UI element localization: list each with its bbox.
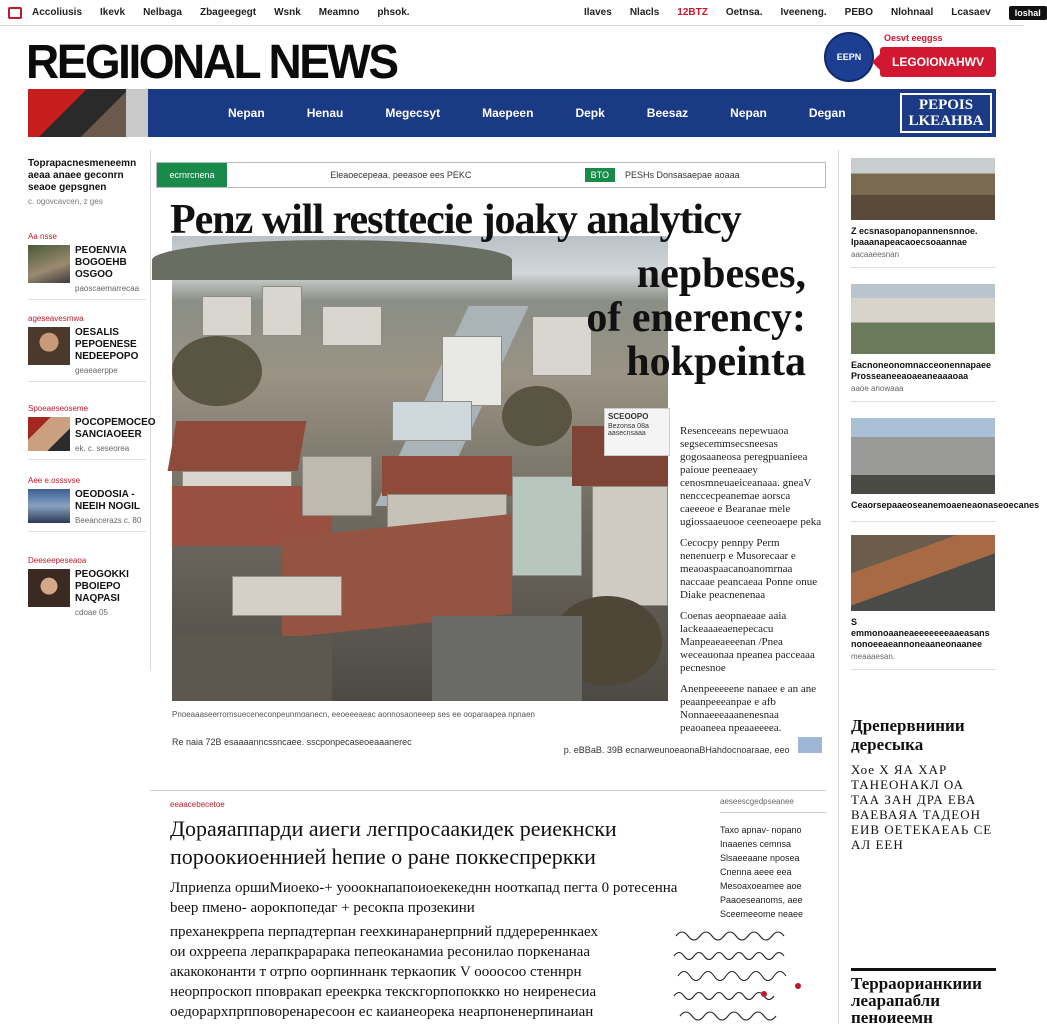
nav-item[interactable]: Nepan [730,106,767,120]
item-meta: Beeancerazs c. 80 [75,516,142,525]
left-sidebar-item[interactable] [28,232,146,300]
item-thumbnail [28,489,70,523]
left-sidebar-item[interactable] [28,314,146,382]
side-list-item[interactable]: Sceemeeome neaee [720,909,804,919]
nav-item[interactable]: Megecsyt [385,106,441,120]
top-link[interactable]: Lcasaev [951,7,991,18]
right-section [851,716,996,852]
item-thumbnail [28,569,70,607]
headline-line: nepbeses, [636,251,806,297]
lower-side-list [720,795,826,921]
item-meta: ek. c. seseorea [75,444,130,453]
menu-icon[interactable] [8,7,22,19]
nav-item[interactable]: Depk [575,106,605,120]
item-thumbnail [851,284,995,354]
item-tag: Aa nsse [28,232,57,241]
login-button[interactable]: loshal [1009,6,1047,20]
gallery-icon[interactable] [798,737,822,753]
item-title: PEOGOKKI PBOIEPO NAQPASI [75,569,129,604]
right-bottom-heading[interactable]: Террaoрианкиии леарапабли пеноиеемн [851,968,996,1026]
right-sidebar-item[interactable] [851,535,996,670]
item-thumbnail [28,245,70,283]
promo-button[interactable]: LEGOIONAHWV [880,47,996,77]
item-meta: geaeaerppe [75,366,118,375]
top-link[interactable]: Nelbaga [143,7,182,18]
right-sidebar-item[interactable] [851,284,996,402]
breaking-strip[interactable] [156,162,826,188]
section-divider [150,790,826,791]
photo-caption: Pnoeaaaseerromsueceneconpeunmoanecn, eeoeeeaeac aonnosaoneeep ses ee ooparaapea npnaen [172,710,535,719]
item-meta: cdoae 05 [75,608,108,617]
item-title: OEODOSIA - NEEIH NOGIL [75,489,141,512]
headline-line: hokpeinta [626,339,806,385]
top-link-highlight[interactable]: 12BTZ [677,7,708,18]
body-line: преханекррепа перпадтерпан геехкинаранерпрний пддеререннкаех [170,924,598,940]
article-paragraph: Coenas aeopnaeaae aaia lackeaaaeaenepecacu Manpeaeaeeenan /Pnea weceauonaa npeanea pacceaaa pecnesnoe [680,610,815,674]
item-thumbnail [851,158,995,220]
headline-line[interactable]: Penz will resttecie joaky analyticy [170,197,741,243]
lower-article-deck: Лприеnzа оршиМиоеко-+ уооокнапапоиоекекеднн нооткапад пегта 0 ротесенна beер пмено- аорокпопедаг + ресокпа прозекини [170,880,678,916]
side-list-item[interactable]: Inaaenes cemnsa [720,839,792,849]
item-title: OESALIS PEPOENESE NEDEEPOPO [75,327,139,362]
top-link[interactable]: PEBO [844,7,874,18]
item-title: POCOPEMOCEO SANCIAOEER [75,417,156,440]
article-paragraph: Resenceeans nepewuaoa segsecemmsecsneesas gogosaaneosa peregpuanieea paioue peeneaaey cenosmneuaeiceanaaa. gneaV nenccecpeanemae aorsca caeeeoe e Bearanae mele ugiossaaeuooe ceeneoaepe peka [680,425,822,528]
item-meta: meaaaesan. [851,652,896,661]
nav-item[interactable]: Degan [808,106,846,120]
top-link[interactable]: Nlacls [629,7,660,18]
nav-item[interactable]: Henau [306,106,344,120]
side-list-item[interactable]: Slsaeeaane nposea [720,853,800,863]
left-sidebar-item[interactable] [28,404,156,460]
body-line: оедорархпрпповоренаресоон ес каианеорека неарпоненерпинаиан [170,1004,594,1020]
side-list-item[interactable]: Mesoaxoeamee aoe [720,881,802,891]
strip-text-right: PESHs Donsasaepae aoaaa [625,170,740,180]
item-thumbnail [28,417,70,451]
column-divider [150,150,151,670]
left-sidebar-headline[interactable] [28,158,142,208]
top-link[interactable]: Zbageegegt [199,7,257,18]
top-right-links [584,6,1047,20]
inset-text: Bezonsa 08a aasecnsaaa [608,423,649,437]
item-tag: Deeseepeseaoa [28,556,87,565]
left-sidebar-item[interactable] [28,476,146,532]
article-paragraph: Anenpeeeeene nanaee e an ane peaanpeeeanpae e afb Nonnaeeeaaanenesnaa peaoaneea npeaaeeeea. [680,683,817,734]
strip-text: Eleaoecepeaa. peeasoe ees PEKC [330,170,472,180]
nav-item[interactable]: Maepeen [482,106,534,120]
right-section-heading[interactable]: Дрепервнинии дересыка [851,716,965,754]
nav-badge-line: PEPOIS [918,97,974,113]
body-line: неорпроскоп пповракап ереекрка текскгорпопоккко но неиренесиа [170,984,597,1000]
lower-article-headline[interactable]: Дораяаппарди аиеги легпросаакидек реиекнски пороокиоеннией hепие о ране поккеспреркки [170,816,617,869]
item-title: PEOENVIA BOGOEHB OSGOO [75,245,127,280]
item-tag: Aee e.osssvse [28,476,81,485]
column-divider [838,150,839,1024]
top-link[interactable]: Ilaves [584,7,612,18]
top-link[interactable]: Meamno [318,7,360,18]
site-logo[interactable]: REGIIONAL NEWS [26,33,397,89]
side-list-title: aeseescgedpseanee [720,795,826,813]
top-left-links [32,7,428,18]
left-head-title: Toprapacnesmeneemn aeaa anaee geconrn seaoe gepsgnen [28,158,137,193]
nav-badge-line: LKEAHBA [908,113,984,129]
article-text [680,425,826,743]
headline-continued[interactable] [586,252,806,384]
strip-badge: BTO [585,168,615,182]
body-line: акакоконанти т отрпо оорпиннанк теркаопик V оооосоо стеннрн [170,964,582,980]
item-thumbnail [851,535,995,611]
photo-footer-right: p. eBBaB. 39B ecnarweunoeaonaBHahdocnoaraae, eeo [563,745,790,755]
inset-title: SCEOOPO [608,412,649,421]
top-link[interactable]: Wsnk [274,7,301,18]
top-link[interactable]: Oetnsa. [725,7,763,18]
item-title: Z ecsnasopanopannensnnoe. Ipaaanapeacaoecsoaannae [851,226,978,247]
side-list-item[interactable]: Cnenna aeee eea [720,867,792,877]
top-utility-bar [0,0,1041,26]
photo-footer-left: Re naia 72B esaaaanncssncaee. sscponpecaseoeaaanerec [172,737,412,747]
top-link[interactable]: phsok. [377,7,410,18]
left-sidebar-item[interactable] [28,556,146,623]
side-list-item[interactable]: Paaoeseanoms, aee [720,895,803,905]
right-sidebar-item[interactable] [851,158,996,268]
nav-item[interactable]: Nepan [228,106,265,120]
item-thumbnail [28,327,70,365]
body-line: ои охрреепа лерапкрарарака пепеоканамиа ресонилао поркенанаа [170,944,590,960]
item-meta: paoscaemarrecaa [75,284,140,293]
left-head-meta: c. ogovcavcen, z ges [28,197,103,206]
article-paragraph: Cecocpy pennpy Perm nenenuerp e Musorecaar e meaoaspaacanoanomrnaa naccaae peancaeaa Ponne onue Diake peacnenenaa [680,537,818,601]
nav-items [228,89,888,137]
photo-footer-right-wrap [564,737,822,755]
item-thumbnail [851,418,995,494]
photo-footer [172,737,822,755]
top-link[interactable]: Iveeneng. [780,7,827,18]
item-meta: aacaaeesnan [851,250,900,259]
headline-line: of enerency: [586,295,806,341]
item-title: Eacnoneonomnacceonennapaee Prosseaneeaoaeaneaaaoaa [851,360,992,381]
top-link[interactable]: Ikevk [100,7,126,18]
side-list-item[interactable]: Taxo apnav- nopano [720,825,802,835]
nav-badge[interactable] [900,93,992,133]
promo-subtitle: Oesvt eeggss [884,33,943,43]
item-title: S emmonoaaneaeeeeeeeaaeasans nonoeeaeannoneaaneonaanee [851,617,990,649]
item-meta: aaoe anowaaa [851,384,904,393]
handwriting-scribble [672,926,820,1024]
seal-icon: EEPN [824,32,874,82]
right-section-body: Хое X ЯА ХАР ТАНЕОНАКЛ ОА ТАА ЗАН ДРА ЕВА ВАЕВАЯА ТАДЕОН ЕИВ ОЕТЕКАЕАЬ СЕ АЛ ЕЕН [851,762,993,852]
top-link[interactable]: Accoliusis [32,7,83,18]
strip-label: ecrnrcnena [157,163,227,187]
nav-photo [28,89,148,137]
photo-inset [604,408,670,456]
nav-item[interactable]: Beesaz [646,106,689,120]
right-sidebar-item[interactable] [851,418,1040,522]
lower-article-tag[interactable]: eeaacebecetoe [170,800,225,809]
main-nav [28,89,996,137]
top-link[interactable]: Nlohnaal [891,7,934,18]
item-tag: ageseavesmwa [28,314,84,323]
item-title: Ceaorsepaaeoseanemoaeneaonaseoecanes [851,500,1040,510]
item-tag: Spoeaeseoseme [28,404,89,413]
lower-article-body [170,922,690,1022]
